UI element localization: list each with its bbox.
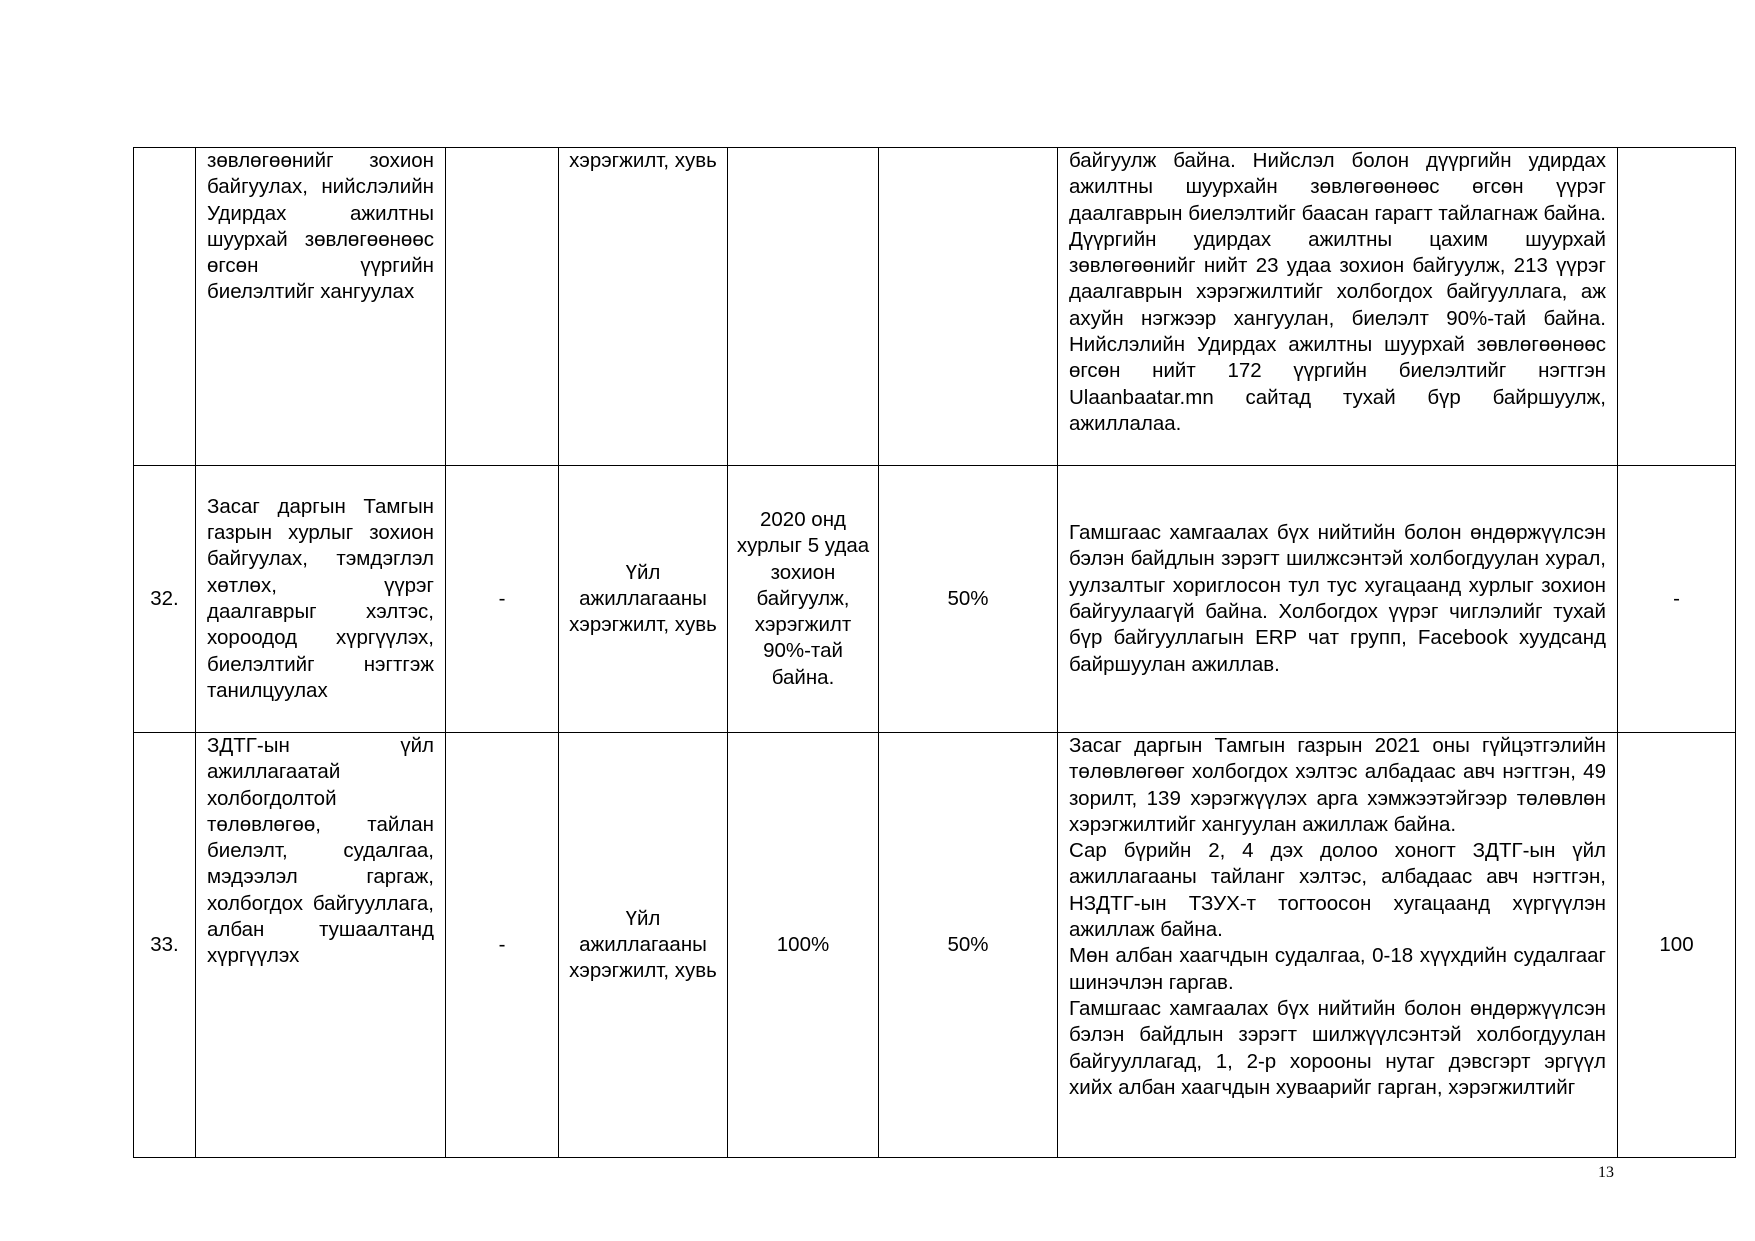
task-cell: ЗДТГ-ын үйл ажиллагаатай холбогдолтой төлөвлөгөө, тайлан биелэлт, судалгаа, мэдээлэл гаргаж, холбогдох байгууллага, албан тушаалтанд хүргүүлэх (196, 733, 446, 1158)
report-paragraph: Сар бүрийн 2, 4 дэх долоо хоногт ЗДТГ-ын үйл ажиллагааны тайланг хэлтэс, албадаас авч нэгтгэн, НЗДТГ-ын ТЗУХ-т тогтоосон хугацаанд хүргүүлэн ажиллаж байна. (1069, 839, 1606, 942)
indicator-cell: Үйл ажиллагааны хэрэгжилт, хувь (559, 466, 728, 733)
report-cell (1058, 733, 1618, 1158)
report-paragraph: Засаг даргын Тамгын газрын 2021 оны гүйцэтгэлийн төлөвлөгөөг холбогдох хэлтэс албадаас авч нэгтгэн, 49 зорилт, 139 хэрэгжүүлэх арга хэмжээтэйгээр төлөвлөн хэрэгжилтийг хангуулан ажиллаж байна. (1069, 734, 1606, 836)
page-number: 13 (1598, 1164, 1614, 1181)
indicator-cell: хэрэгжилт, хувь (559, 148, 728, 466)
task-cell: Засаг даргын Тамгын газрын хурлыг зохион байгуулах, тэмдэглэл хөтлөх, үүрэг даалгаврыг хэлтэс, хороодод хүргүүлэх, биелэлтийг нэгтгэж танилцуулах (196, 466, 446, 733)
target-cell (728, 148, 879, 466)
row-number-cell: 32. (134, 466, 196, 733)
score-cell (1618, 148, 1736, 466)
report-cell (1058, 466, 1618, 733)
baseline-cell: - (446, 733, 559, 1158)
target-cell: 2020 онд хурлыг 5 удаа зохион байгуулж, хэрэгжилт 90%-тай байна. (728, 466, 879, 733)
score-cell: - (1618, 466, 1736, 733)
baseline-cell: - (446, 466, 559, 733)
report-paragraph: Гамшгаас хамгаалах бүх нийтийн болон өндөржүүлсэн бэлэн байдлын зэрэгт шилжсэнтэй холбогдуулан хурал, уулзалтыг хориглосон тул тус хугацаанд хурлыг зохион байгуулаагүй байна. Холбогдох үүрэг чиглэлийг тухай бүр байгууллагын ERP чат групп, Facebook хуудсанд байршуулан ажиллав. (1069, 521, 1606, 676)
report-paragraph: байгуулж байна. Нийслэл болон дүүргийн удирдах ажилтны шуурхайн зөвлөгөөнөөс өгсөн үүрэг даалгаврын биелэлтийг баасан гарагт тайлагнаж байна. Дүүргийн удирдах ажилтны цахим шуурхай зөвлөгөөнийг нийт 23 удаа зохион байгуулж, 213 үүрэг даалгаврын хэрэгжилтийг холбогдох байгууллага, аж ахуйн нэгжээр хангуулан, биелэлт 90%-тай байна. Нийслэлийн Удирдах ажилтны шуурхай зөвлөгөөнөөс өгсөн нийт 172 үүргийн биелэлтийг нэгтгэн Ulaanbaatar.mn сайтад тухай бүр байршуулж, ажиллалаа. (1069, 149, 1606, 435)
table-row (134, 466, 1736, 733)
percent-cell (879, 148, 1058, 466)
indicator-cell: Үйл ажиллагааны хэрэгжилт, хувь (559, 733, 728, 1158)
report-table (133, 147, 1736, 1158)
row-number-cell (134, 148, 196, 466)
baseline-cell (446, 148, 559, 466)
report-cell (1058, 148, 1618, 466)
report-paragraph: Мөн албан хаагчдын судалгаа, 0-18 хүүхдийн судалгааг шинэчлэн гаргав. (1069, 944, 1606, 994)
percent-cell: 50% (879, 466, 1058, 733)
table-row (134, 148, 1736, 466)
row-number-cell: 33. (134, 733, 196, 1158)
task-cell: зөвлөгөөнийг зохион байгуулах, нийслэлийн Удирдах ажилтны шуурхай зөвлөгөөнөөс өгсөн үүргийн биелэлтийг хангуулах (196, 148, 446, 466)
table-row (134, 733, 1736, 1158)
target-cell: 100% (728, 733, 879, 1158)
report-paragraph: Гамшгаас хамгаалах бүх нийтийн болон өндөржүүлсэн бэлэн байдлын зэрэгт шилжүүлсэнтэй холбогдуулан байгууллагад, 1, 2-р хорооны нутаг дэвсгэрт эргүүл хийх албан хаагчдын хуваарийг гарган, хэрэгжилтийг (1069, 996, 1606, 1099)
score-cell: 100 (1618, 733, 1736, 1158)
percent-cell: 50% (879, 733, 1058, 1158)
